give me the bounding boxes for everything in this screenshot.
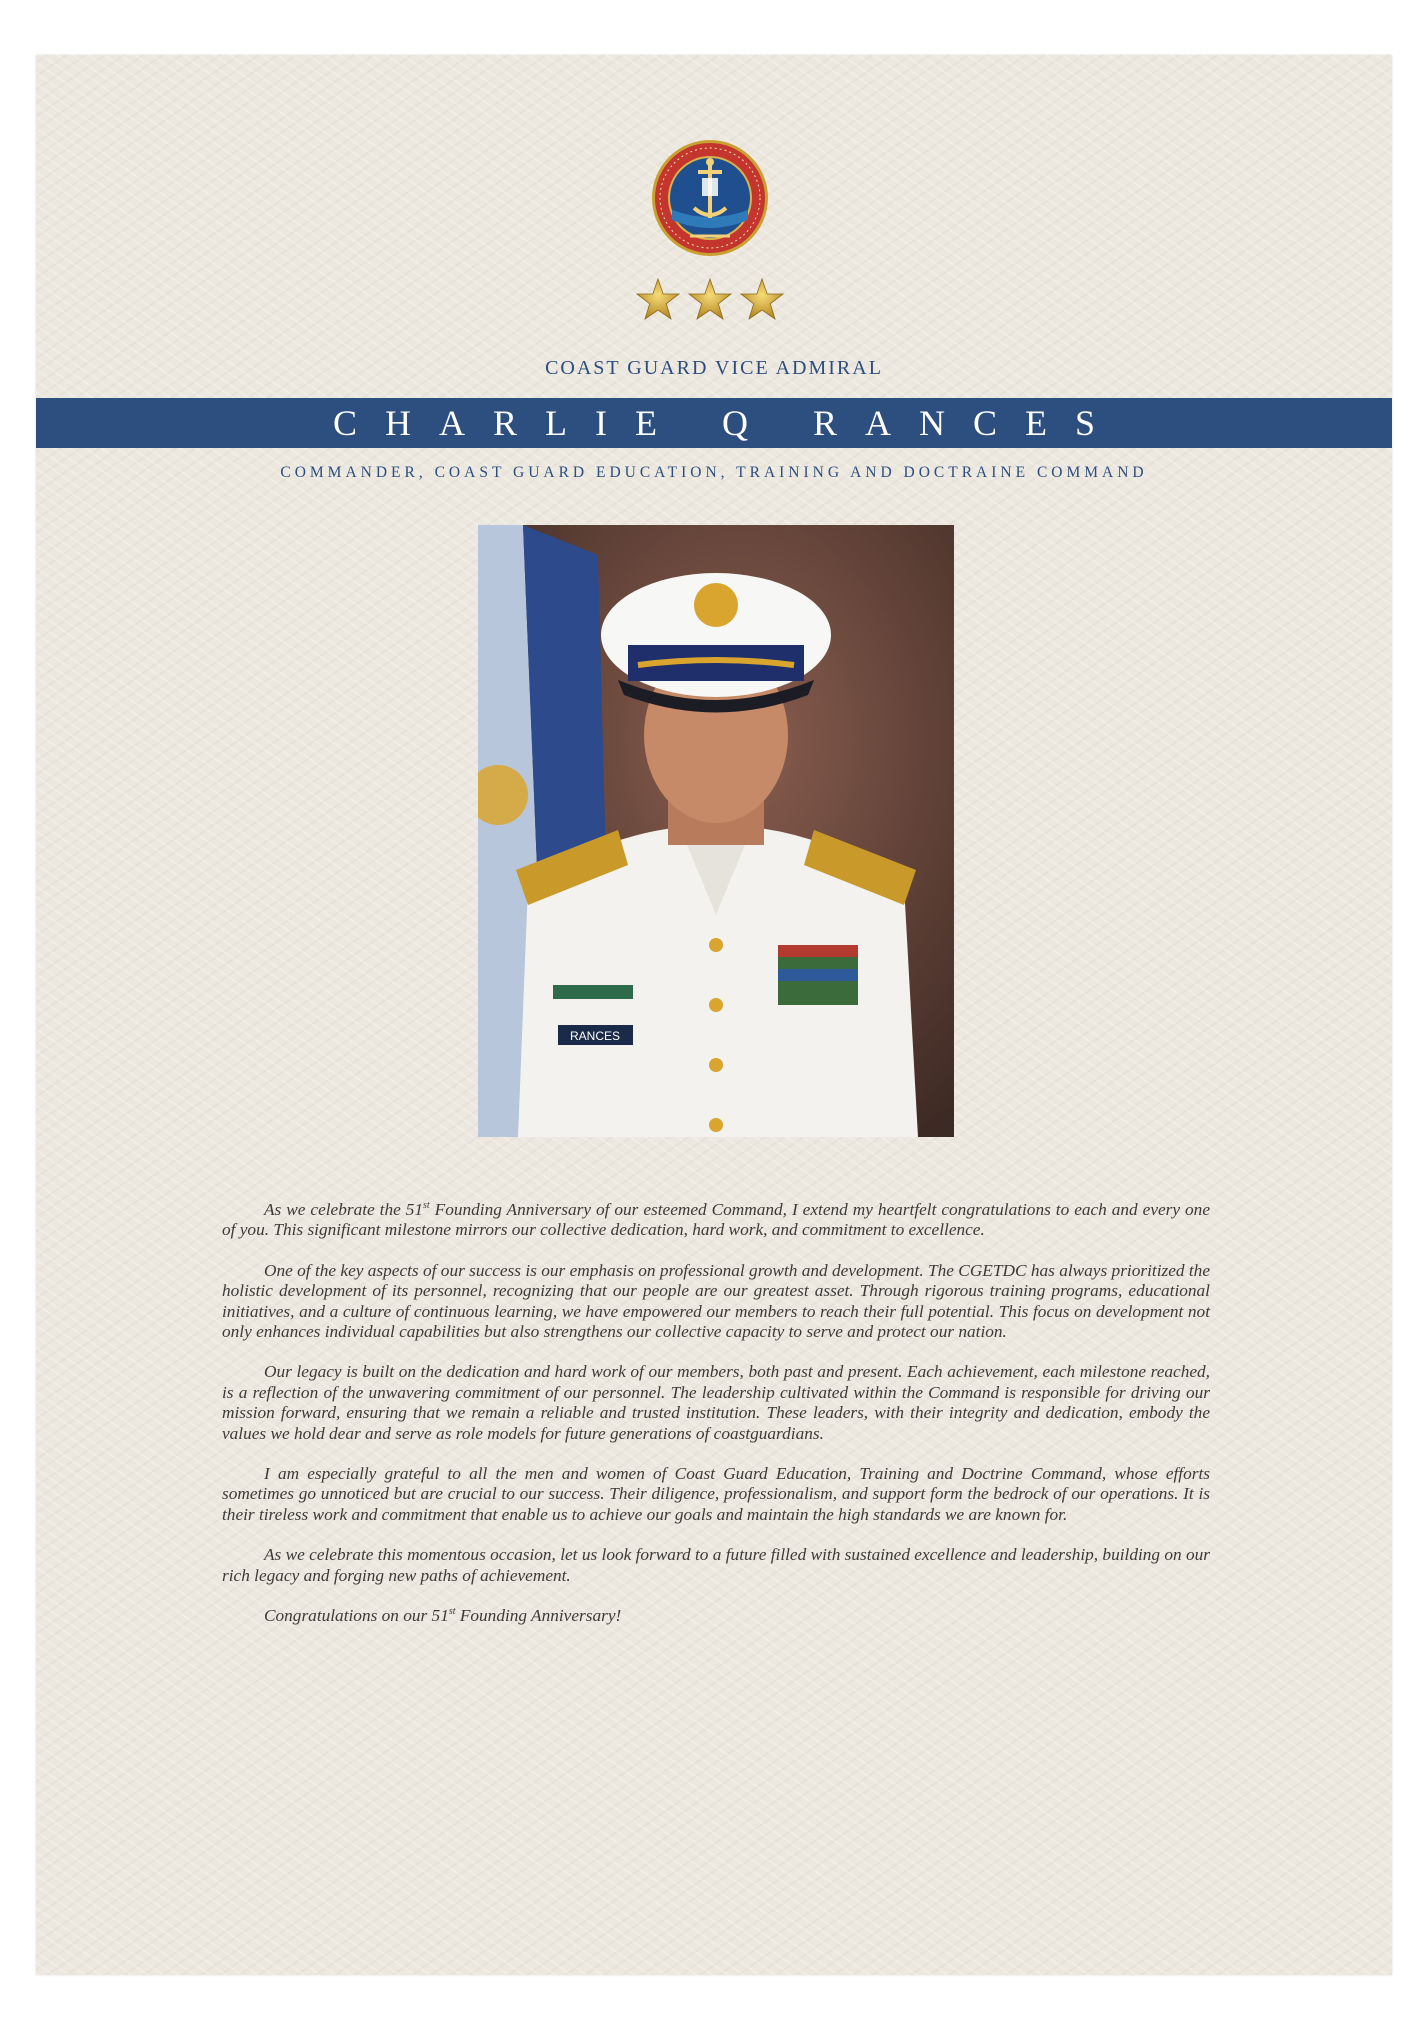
message-body: [222, 1200, 1210, 1647]
cgetdc-seal-logo: [650, 138, 770, 258]
uniform-nameplate-text: RANCES: [569, 1029, 621, 1043]
message-paragraph-1: As we celebrate the 51st Founding Anniversary of our esteemed Command, I extend my heartfelt congratulations to each and every one of you. This significant milestone mirrors our collective dedication, hard work, and commitment to excellence.: [222, 1200, 1210, 1240]
message-closing: Congratulations on our 51st Founding Anniversary!: [264, 1606, 622, 1626]
rank-title: COAST GUARD VICE ADMIRAL: [545, 357, 883, 379]
officer-name: CHARLIE Q RANCES: [332, 403, 1124, 443]
three-stars-insignia: [630, 273, 790, 329]
officer-portrait: [478, 525, 954, 1137]
position-title: COMMANDER, COAST GUARD EDUCATION, TRAINING AND DOCTRAINE COMMAND: [280, 464, 1148, 481]
message-paragraph-2: One of the key aspects of our success is our emphasis on professional growth and development. The CGETDC has always prioritized the holistic development of its personnel, recognizing that our people are our greatest asset. Through rigorous training programs, educational initiatives, and a culture of continuous learning, we have empowered our members to reach their full potential. This focus on development not only enhances individual capabilities but also strengthens our collective capacity to serve and protect our nation.: [222, 1260, 1210, 1342]
message-paragraph-3: Our legacy is built on the dedication and hard work of our members, both past and present. Each achievement, each milestone reached, is a reflection of the unwavering commitment of our personnel. The leadership cultivated within the Command is responsible for driving our mission forward, ensuring that we remain a reliable and trusted institution. These leaders, with their integrity and dedication, embody the values we hold dear and serve as role models for future generations of coastguardians.: [222, 1362, 1210, 1443]
message-paragraph-4: I am especially grateful to all the men and women of Coast Guard Education, Training and Doctrine Command, whose efforts sometimes go unnoticed but are crucial to our success. Their diligence, professionalism, and support form the bedrock of our operations. It is their tireless work and commitment that enable us to achieve our goals and maintain the high standards we are known for.: [222, 1464, 1210, 1524]
message-paragraph-5: As we celebrate this momentous occasion, let us look forward to a future filled with sustained excellence and leadership, building on our rich legacy and forging new paths of achievement.: [222, 1545, 1210, 1585]
